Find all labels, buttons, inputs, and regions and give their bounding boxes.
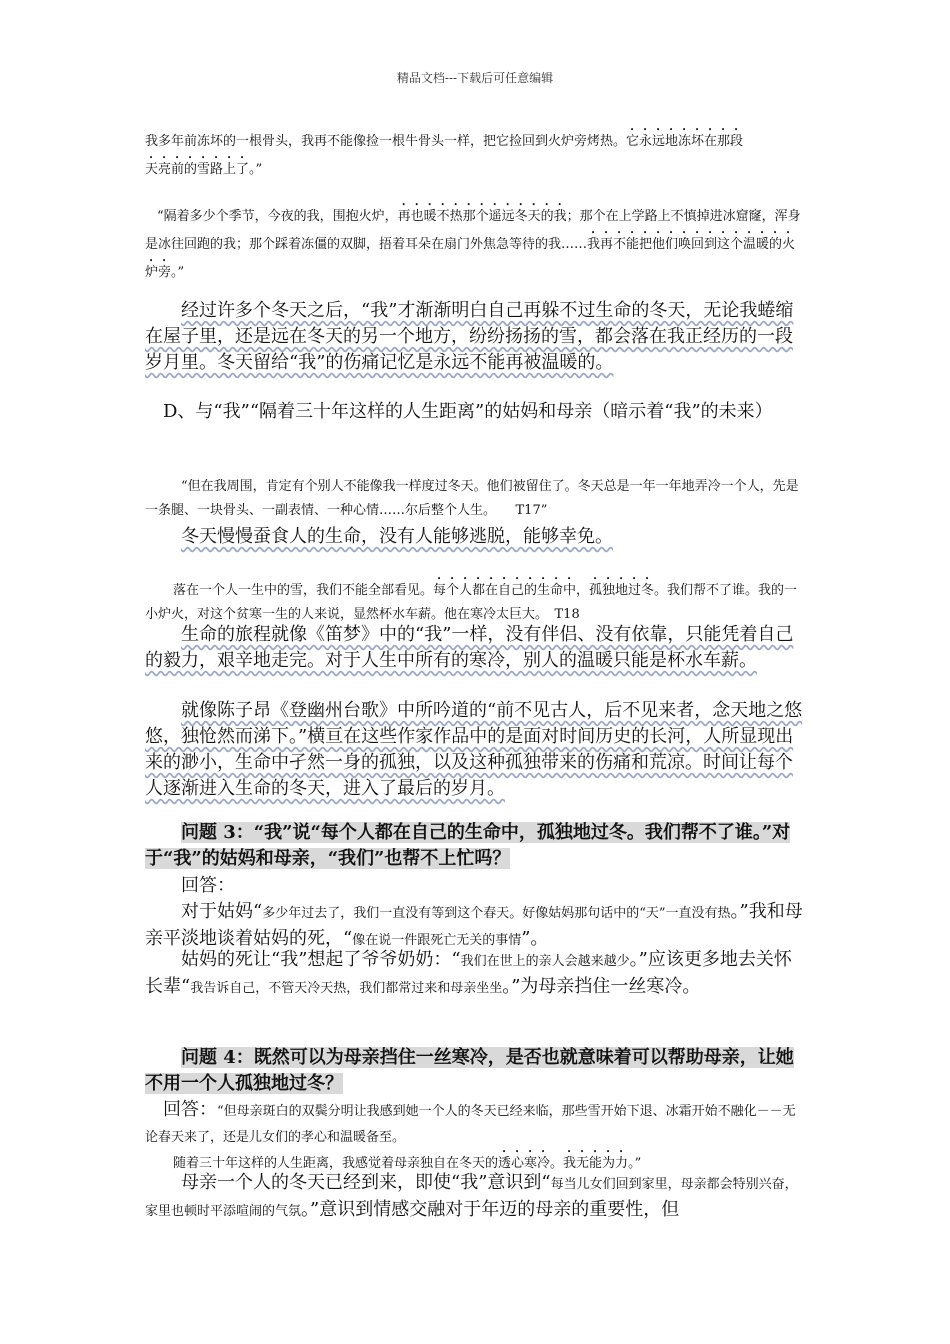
quote-t17: “但在我周围，肯定有个别人不能像我一样度过冬天。他们被留住了。冬天总是一年一年地弄冷一个人，先是一条腿、一块骨头、一副表情、一种心情……尔后整个人生。 T17” — [145, 479, 799, 518]
quote-frozen-bone — [145, 126, 805, 182]
quote-text: 落在一个人一生中的雪，我们不能全部看见。 — [173, 583, 434, 598]
answer-3-part-2 — [145, 947, 805, 1001]
answer-label: 回答： — [163, 1099, 217, 1120]
analysis-paragraph: 冬天慢慢蚕食人的生命，没有人能够逃脱，能够幸免。 — [181, 526, 613, 547]
cited-text: 多少年过去了，我们一直没有等到这个春天。好像姑妈那句话中的“天”一直没有热 — [262, 906, 731, 921]
emphasis-text: 它永远地冻坏在那段 — [626, 134, 744, 149]
quote-text: ；那个在上学路上不慎掉进冰窟窿，浑身是冰往回跑的我；那个踩着冻僵的双脚，捂着耳朵在扇门外焦急等待的我…… — [145, 209, 801, 252]
page-header: 精品文档---下载后可任意编辑 — [396, 71, 554, 85]
answer-text: 。 — [550, 1156, 564, 1171]
answer-4-part-3 — [145, 1170, 805, 1224]
answer-text: ”。 — [521, 928, 549, 949]
cited-text: 像在说一件跟死亡无关的事情 — [352, 933, 522, 948]
emphasis-text: 我无能为力 — [563, 1156, 629, 1171]
answer-text: 。”我和母亲平淡地谈着姑妈的死，“ — [145, 901, 803, 949]
answer-text: 。”意识到情感交融对于年迈的母亲的重要性，但 — [301, 1199, 680, 1220]
cited-text: 我们在世上的亲人会越来越少 — [460, 954, 630, 969]
answer-text: 。”应该更多地去关怀长辈“ — [145, 949, 792, 997]
cited-text: 我告诉自己，不管天冷天热，我们都常过来和母亲坐坐 — [190, 981, 503, 996]
analysis-paragraph: 经过许多个冬天之后，“我”才渐渐明白自己再躲不过生命的冬天，无论我蜷缩在屋子里，还是远在冬天的另一个地方，纷纷扬扬的雪，都会落在我正经历的一段岁月里。冬天留给“我”的伤痛记忆是永远不能再被温暖的。 — [145, 300, 794, 373]
cited-text: 每当儿女们回到家里，母亲都会特别兴奋，家里也顿时平添喧闹的气氛 — [145, 1177, 798, 1219]
quote-t18 — [145, 575, 805, 627]
emphasis-text: 天亮前的雪路上了。 — [145, 162, 256, 177]
quote-text: 我多年前冻坏的一根骨头，我再不能像捡一根牛骨头一样，把它捡回到火炉旁烤热。 — [145, 134, 627, 149]
emphasis-text: 再也暖不热那个遥远冬天的我 — [397, 209, 567, 224]
question-3 — [145, 820, 805, 872]
answer-text: 母亲一个人的冬天已经到来，即使“我”意识到“ — [181, 1172, 551, 1193]
emphasis-text: 我再不能把他们唤回到这个温暖的火炉旁 — [145, 237, 796, 280]
answer-text: 。” — [628, 1156, 642, 1171]
analysis-paragraph: 就像陈子昂《登幽州台歌》中所吟道的“前不见古人，后不见来者，念天地之悠悠，独怆然而涕下。”横亘在这些作家作品中的是面对时间历史的长河，人所显现出来的渺小，生命中孑然一身的孤独，以及这种孤独带来的伤痛和荒凉。时间让每个人逐渐进入生命的冬天，进入了最后的岁月。 — [145, 700, 803, 799]
quote-text: 。我们帮不了谁。我的一小炉火，对这个贫寒一生的人来说，显然杯水车薪。他在寒冷太巨大。 T18 — [145, 583, 798, 622]
quote-text: 。” — [171, 265, 185, 280]
answer-label: 回答： — [181, 875, 235, 896]
emphasis-text: 每个人都在自己的生命中，孤独地过冬 — [433, 583, 655, 598]
quote-text: “隔着多少个季节，今夜的我，围抱火炉， — [157, 209, 398, 224]
answer-text: 。”为母亲挡住一丝寒冷。 — [502, 976, 701, 997]
answer-text: 随着三十年这样的人生距离，我感觉着母亲独自在冬天的 — [173, 1156, 499, 1171]
question-4 — [145, 1045, 805, 1097]
section-heading-d: D、与“我”“隔着三十年这样的人生距离”的姑妈和母亲（暗示着“我”的未来） — [163, 401, 773, 422]
emphasis-text: 透心寒冷 — [498, 1156, 551, 1171]
quote-text: ” — [255, 162, 263, 177]
analysis-paragraph: 生命的旅程就像《笛梦》中的“我”一样，没有伴侣、没有依靠，只能凭着自己的毅力，艰辛地走完。对于人生中所有的寒冷，别人的温暖只能是杯水车薪。 — [145, 624, 794, 671]
question-text: 问题 4：既然可以为母亲挡住一丝寒冷，是否也就意味着可以帮助母亲，让她不用一个人孤独地过冬？ — [145, 1047, 794, 1094]
cited-text: “但母亲斑白的双鬓分明让我感到她一个人的冬天已经来临，那些雪开始下退、冰霜开始不融化－－无论春天来了，还是儿女们的孝心和温暖备至。 — [145, 1104, 796, 1145]
question-text: 问题 3：“我”说“每个人都在自己的生命中，孤独地过冬。我们帮不了谁。”对于“我”的姑妈和母亲，“我们”也帮不上忙吗？ — [145, 822, 791, 869]
answer-4-part-1 — [145, 1097, 805, 1151]
quote-fireplace — [145, 201, 805, 285]
answer-text: 对于姑妈“ — [181, 901, 263, 922]
answer-text: 姑妈的死让“我”想起了爷爷奶奶：“ — [181, 949, 461, 970]
answer-3-part-1 — [145, 899, 805, 953]
